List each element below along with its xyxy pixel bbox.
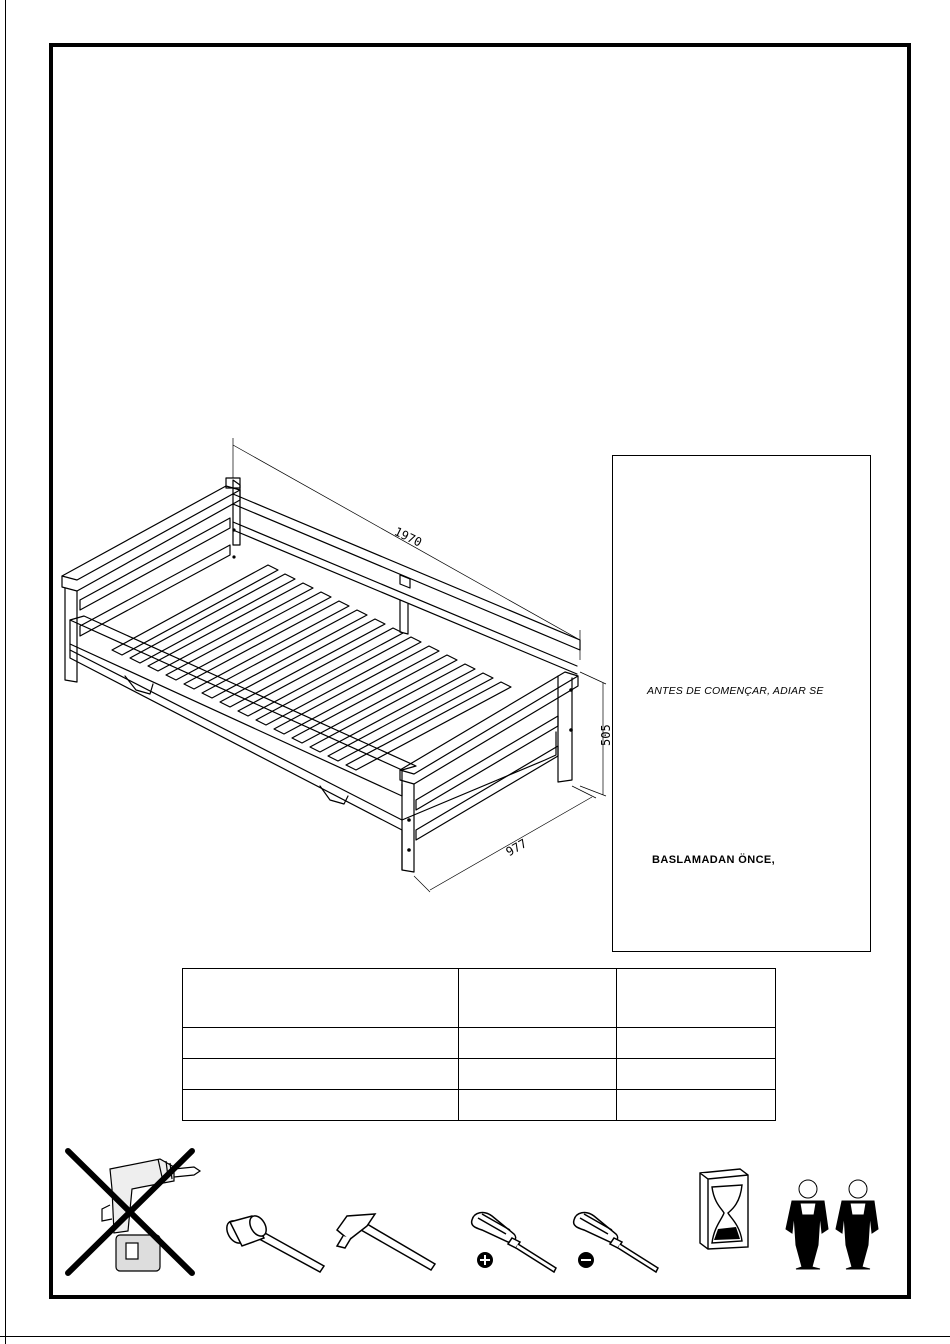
table-cell bbox=[617, 969, 776, 1028]
table-row bbox=[183, 1028, 776, 1059]
foot-end-panel bbox=[400, 672, 578, 774]
width-dimension-line bbox=[414, 786, 596, 892]
table-cell bbox=[617, 1059, 776, 1090]
back-rail bbox=[233, 494, 580, 650]
table-cell bbox=[459, 1090, 617, 1121]
hourglass-icon bbox=[696, 1165, 756, 1251]
notes-box bbox=[612, 455, 871, 952]
note-portuguese: ANTES DE COMENÇAR, ADIAR SE bbox=[647, 685, 824, 697]
length-dimension-line bbox=[233, 438, 580, 660]
table-cell bbox=[183, 969, 459, 1028]
two-persons-icon bbox=[782, 1175, 892, 1285]
width-dimension-label: 977 bbox=[503, 836, 530, 860]
mallet-icon bbox=[220, 1210, 330, 1280]
height-dimension-label: 505 bbox=[599, 724, 613, 746]
table-cell bbox=[183, 1059, 459, 1090]
head-end-panel bbox=[62, 486, 240, 580]
note-turkish: BASLAMADAN ÖNCE, bbox=[652, 854, 776, 866]
length-dimension-label: 1970 bbox=[392, 524, 425, 550]
table-row bbox=[183, 1059, 776, 1090]
hammer-icon bbox=[333, 1210, 443, 1280]
table-cell bbox=[617, 1090, 776, 1121]
table-cell bbox=[183, 1028, 459, 1059]
table-cell bbox=[617, 1028, 776, 1059]
flat-screwdriver-icon bbox=[570, 1210, 670, 1280]
table-cell bbox=[459, 1028, 617, 1059]
table-row bbox=[183, 1090, 776, 1121]
phillips-screwdriver-icon bbox=[468, 1210, 568, 1280]
table-cell bbox=[183, 1090, 459, 1121]
table-cell bbox=[459, 969, 617, 1028]
parts-table bbox=[182, 968, 776, 1121]
table-cell bbox=[459, 1059, 617, 1090]
crossed-out-power-drill-icon bbox=[62, 1145, 202, 1280]
table-row bbox=[183, 969, 776, 1028]
